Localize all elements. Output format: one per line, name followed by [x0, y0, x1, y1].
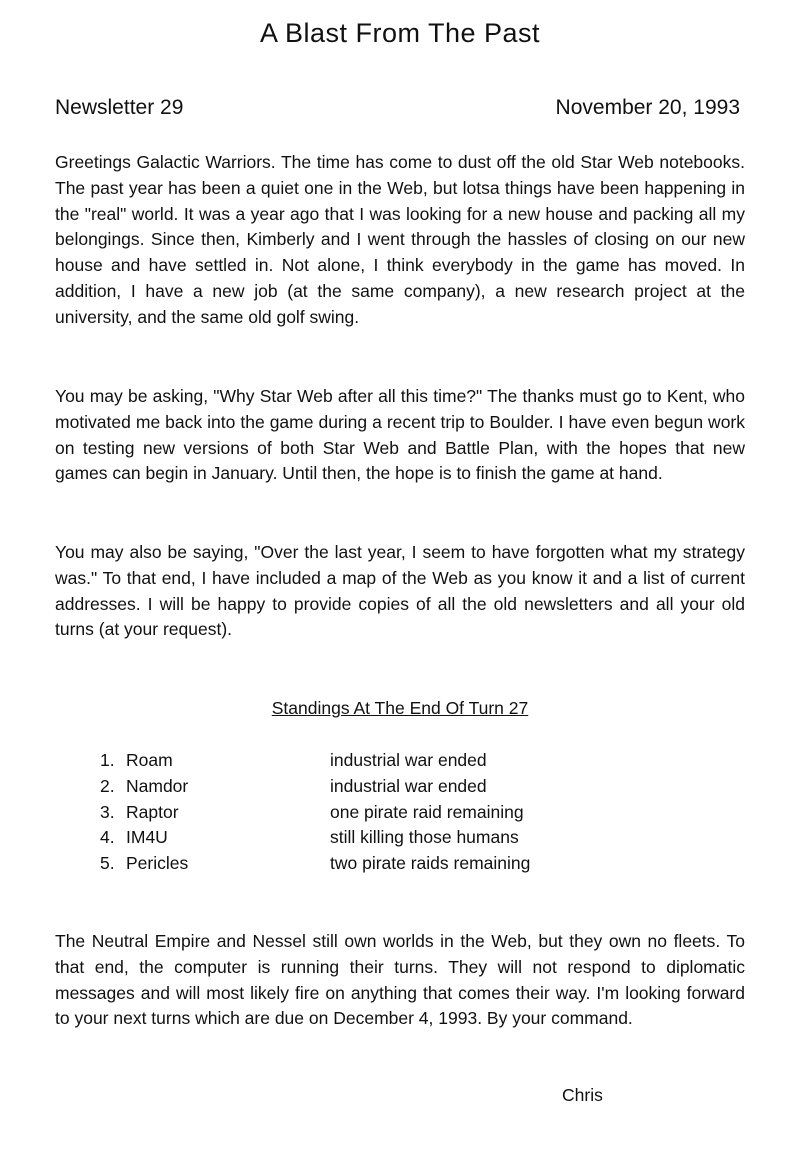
standings-player: Namdor	[126, 775, 189, 796]
standings-rank: 5.	[100, 853, 115, 874]
standings-status: two pirate raids remaining	[330, 853, 531, 874]
signature: Chris	[562, 1085, 603, 1105]
standings-player: Raptor	[126, 801, 179, 822]
newsletter-header	[55, 96, 740, 120]
standings-list	[100, 748, 660, 877]
standings-status: one pirate raid remaining	[330, 801, 524, 822]
standings-status: still killing those humans	[330, 827, 519, 848]
newsletter-date: November 20, 1993	[555, 96, 740, 119]
paragraph-strategy: You may also be saying, "Over the last year, I seem to have forgotten what my strategy was." To that end, I have included a map of the Web as you know it and a list of current addresses. I will be happy to provide copies of all the old newsletters and all your old turns (at your request).	[55, 542, 745, 640]
standings-player: Roam	[126, 750, 173, 770]
paragraph-greeting: Greetings Galactic Warriors. The time has come to dust off the old Star Web notebooks. The past year has been a quiet one in the Web, but lotsa things have been happening in the "real" world. It was a year ago that I was looking for a new house and packing all my belongings. Since then, Kimberly and I went through the hassles of closing on our new house and have settled in. Not alone, I think everybody in the game has moved. In addition, I have a new job (at the same company), a new research project at the university, and the same old golf swing.	[55, 152, 745, 327]
standings-row	[100, 748, 660, 774]
standings-row	[100, 825, 660, 851]
paragraph-why-star-web: You may be asking, "Why Star Web after all this time?" The thanks must go to Kent, who motivated me back into the game during a recent trip to Boulder. I have even begun work on testing new versions of both Star Web and Battle Plan, with the hopes that new games can begin in January. Until then, the hope is to finish the game at hand.	[55, 386, 745, 484]
standings-player: IM4U	[126, 827, 168, 848]
standings-status: industrial war ended	[330, 750, 487, 770]
standings-heading: Standings At The End Of Turn 27	[271, 698, 529, 718]
standings-rank: 4.	[100, 827, 115, 848]
paragraph-closing: The Neutral Empire and Nessel still own worlds in the Web, but they own no fleets. To that end, the computer is running their turns. They will not respond to diplomatic messages and will most likely fire on anything that comes their way. I'm looking forward to your next turns which are due on December 4, 1993. By your command.	[55, 931, 745, 1029]
standings-row	[100, 851, 660, 877]
newsletter-number: Newsletter 29	[55, 96, 184, 119]
standings-rank: 1.	[100, 750, 115, 770]
standings-row	[100, 800, 660, 826]
standings-rank: 3.	[100, 801, 115, 822]
standings-player: Pericles	[126, 853, 189, 874]
standings-status: industrial war ended	[330, 775, 487, 796]
standings-row	[100, 774, 660, 800]
page-title: A Blast From The Past	[259, 18, 541, 48]
standings-rank: 2.	[100, 775, 115, 796]
